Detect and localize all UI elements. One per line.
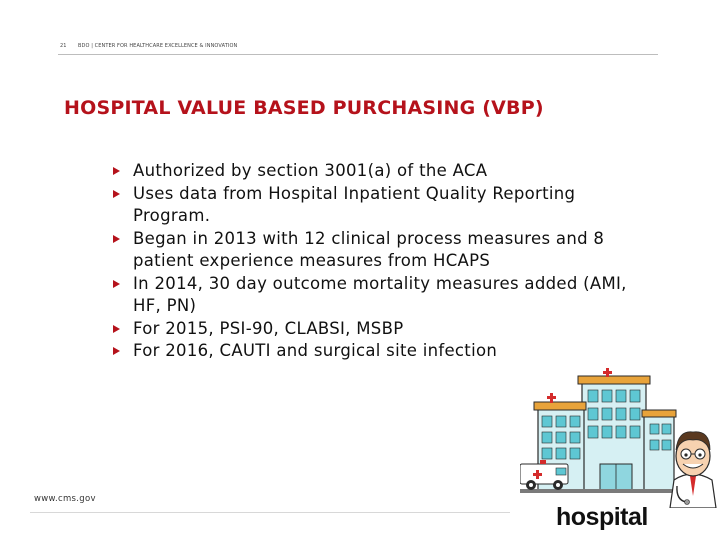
footer-divider <box>30 512 510 513</box>
bullet-arrow-icon <box>113 347 120 355</box>
bullet-item <box>113 340 653 363</box>
hospital-caption: hospital <box>556 503 648 531</box>
bullet-arrow-icon <box>113 167 120 175</box>
bullet-item <box>113 228 653 273</box>
bullet-text: Began in 2013 with 12 clinical process measures and 8 patient experience measures from HCAPS <box>133 228 605 270</box>
bullet-arrow-icon <box>113 190 120 198</box>
footer-url: www.cms.gov <box>34 494 96 504</box>
page-number: 21 <box>60 43 67 49</box>
bullet-arrow-icon <box>113 325 120 333</box>
header-divider <box>58 54 658 55</box>
bullet-item <box>113 273 653 318</box>
bullet-text: For 2016, CAUTI and surgical site infection <box>133 341 498 360</box>
doctor-icon <box>670 432 716 508</box>
bullet-text: In 2014, 30 day outcome mortality measures added (AMI, HF, PN) <box>133 273 627 315</box>
slide-title: HOSPITAL VALUE BASED PURCHASING (VBP) <box>64 97 544 119</box>
bullet-arrow-icon <box>113 280 120 288</box>
bullet-item <box>113 160 653 183</box>
bullet-text: Uses data from Hospital Inpatient Quality Reporting Program. <box>133 183 576 225</box>
bullet-item <box>113 318 653 341</box>
bullet-item <box>113 183 653 228</box>
bullet-text: For 2015, PSI-90, CLABSI, MSBP <box>133 318 404 338</box>
organization-label: BDO | CENTER FOR HEALTHCARE EXCELLENCE & INNOVATION <box>78 43 238 49</box>
bullet-arrow-icon <box>113 235 120 243</box>
hospital-illustration <box>520 368 720 508</box>
bullet-text: Authorized by section 3001(a) of the ACA <box>133 161 488 180</box>
bullet-list <box>113 160 653 363</box>
